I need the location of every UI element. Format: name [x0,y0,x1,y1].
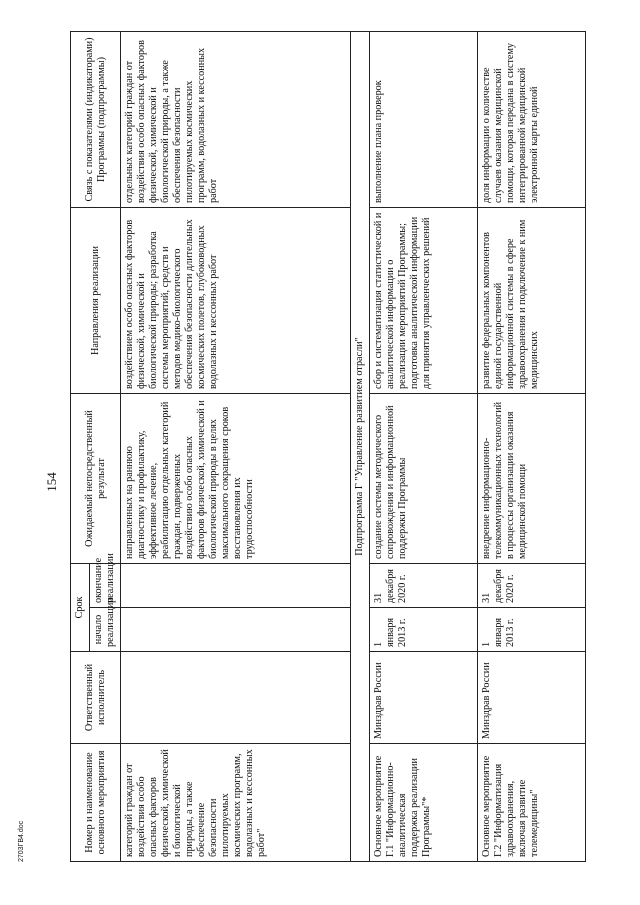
table-row [370,32,478,862]
cell-end: 31 декабря 2020 г. [370,564,478,608]
subprogram-title: Подпрограмма Г "Управление развитием отрасли" [351,32,370,862]
header-indicators: Связь с показателями (индикаторами) Программы (подпрограммы) [71,32,121,208]
page-number: 154 [44,472,59,492]
cell-executor: Минздрав России [370,652,478,744]
cell-start [121,608,351,652]
table-row [478,32,586,862]
rotated-page [44,32,590,862]
cell-measure: Основное мероприятие Г.2 "Информатизация здравоохранения, включая развитие телемедицины" [478,744,586,862]
header-end: окончание реализации [90,564,121,608]
cell-start: 1 января 2013 г. [478,608,586,652]
cell-measure: категорий граждан от воздействия особо опасных факторов физической, химической и биологической природы, а также обеспечение безопасности пилотируемых космических программ, водолазных и кессонных работ" [121,744,351,862]
cell-indicators: отдельных категорий граждан от воздействия особо опасных факторов физической, химической и биологической природы, а также обеспечения безопасности пилотируемых космических программ, водолазных и кессонных работ [121,32,351,208]
cell-end [121,564,351,608]
header-result: Ожидаемый непосредственный результат [71,394,121,564]
cell-executor: Минздрав России [478,652,586,744]
cell-indicators: выполнение плана проверок [370,32,478,208]
header-directions: Направления реализации [71,208,121,394]
header-executor: Ответственный исполнитель [71,652,121,744]
cell-end: 31 декабря 2020 г. [478,564,586,608]
cell-result: направленных на раннюю диагностику и профилактику, эффективное лечение, реабилитацию отдельных категорий граждан, подверженных воздействию особо опасных факторов физической, химической и биологической природы в целях максимального сокращения сроков восстановления их трудоспособности [121,394,351,564]
cell-result: создание системы методического сопровождения и информационной поддержки Программы [370,394,478,564]
cell-indicators: доля информации о количестве случаев оказания медицинской помощи, которая передана в систему интегрированной медицинской электронной карты единой [478,32,586,208]
cell-directions: развитие федеральных компонентов единой государственной информационной системы в сфере здравоохранения и подключение к ним медицинских [478,208,586,394]
subprogram-row [351,32,370,862]
cell-measure: Основное мероприятие Г.1 "Информационно-аналитическая поддержка реализации Программы"* [370,744,478,862]
cell-start: 1 января 2013 г. [370,608,478,652]
cell-directions: сбор и систематизация статистической и аналитической информации о реализации мероприятий Программы; подготовка аналитической информации для принятия управленческих решений [370,208,478,394]
header-start: начало реализации [90,608,121,652]
cell-directions: воздействием особо опасных факторов физической, химической и биологической природы; разработка системы мероприятий, средств и методов медико-биологического обеспечения безопасности длительных космических полетов, глубоководных водолазных и кессонных работ [121,208,351,394]
footer-code: 2703ГВ4.doc [18,820,25,862]
header-number-name: Номер и наименование основного мероприятия [71,744,121,862]
table-row [121,32,351,862]
header-srok: Срок [71,564,90,652]
cell-result: внедрение информационно-телекоммуникационных технологий в процессы организации оказания медицинской помощи [478,394,586,564]
cell-executor [121,652,351,744]
measures-table [70,31,586,862]
